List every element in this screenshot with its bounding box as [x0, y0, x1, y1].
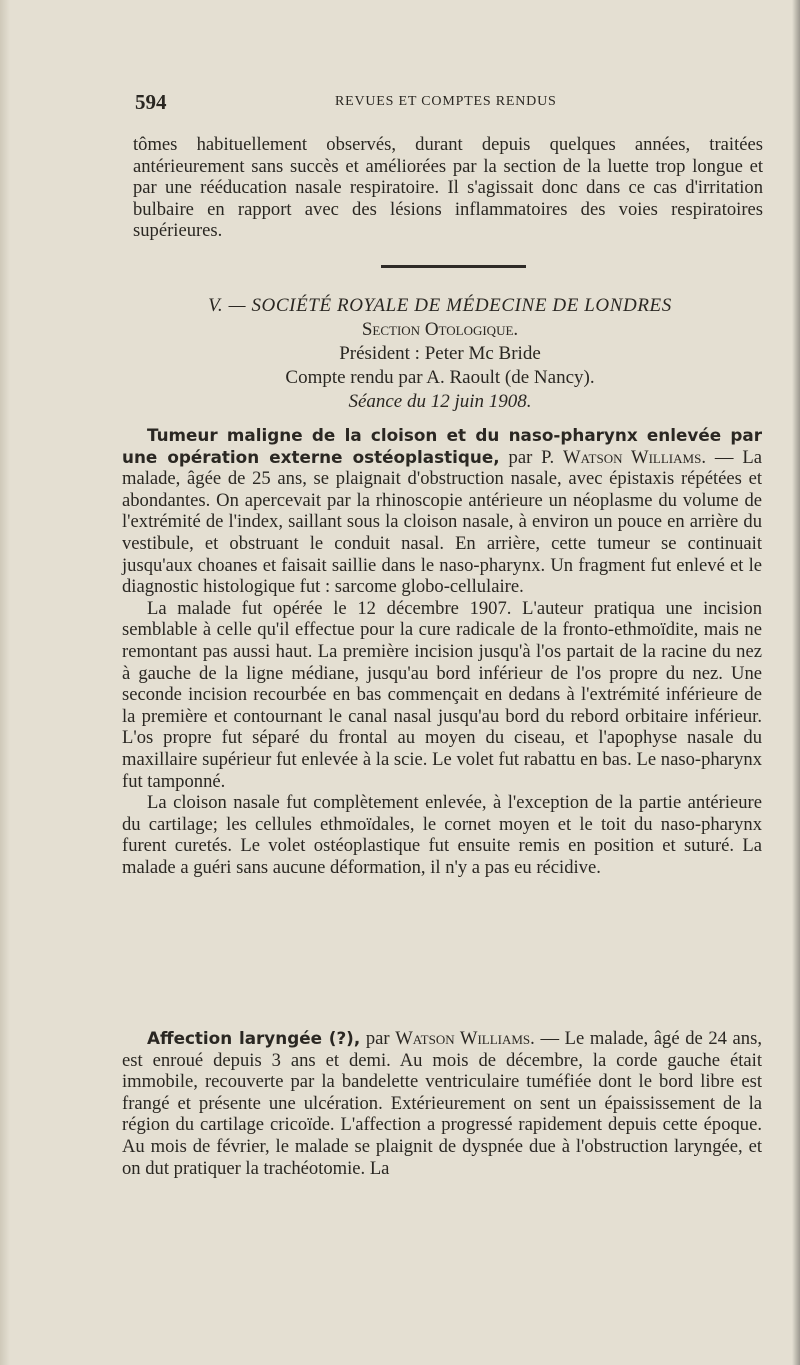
page-header — [135, 90, 735, 114]
article2-byline-prefix: par — [365, 1028, 390, 1049]
article2-lead-paragraph — [122, 1028, 762, 1179]
session-date: Séance du 12 juin 1908. — [348, 391, 532, 412]
article1-byline-prefix: par P. — [508, 446, 555, 468]
article-affection-laryngee — [122, 1028, 762, 1179]
intro-text: tômes habituellement observés, durant depuis quelques années, traitées antérieurement sans succès et améliorées par la section de la luette trop longue et par une rééducation nasale respiratoire. Il s'agissait donc dans ce cas d'irritation bulbaire en rapport avec des lésions inflammatoires des voies respiratoires supérieures. — [133, 134, 763, 242]
scan-edge-left — [0, 0, 10, 1365]
society-reporter: Compte rendu par A. Raoult (de Nancy). — [285, 367, 595, 388]
society-president: Président : Peter Mc Bride — [339, 343, 541, 364]
article2-author: Watson Williams. — [395, 1028, 535, 1049]
article2-heading: Affection laryngée (?), — [147, 1028, 361, 1048]
society-heading — [140, 294, 740, 414]
section-divider — [381, 265, 526, 268]
scan-edge-right — [792, 0, 800, 1365]
article1-author: Watson Williams. — [563, 446, 706, 468]
article1-heading: Tumeur maligne de la cloison et du naso-pharynx enlevée par une opération externe ostéoplastique, — [122, 425, 762, 467]
society-title: V. — SOCIÉTÉ ROYALE DE MÉDECINE DE LONDRES — [208, 295, 672, 316]
article-tumeur — [122, 425, 762, 878]
article1-lead: — La malade, âgée de 25 ans, se plaignait d'obstruction nasale, avec épistaxis répétées et abondantes. On apercevait par la rhinoscopie antérieure un néoplasme du volume de l'extrémité de l'index, saillant sous la cloison nasale, à environ un pouce en arrière du vestibule, et obstruant le conduit nasal. En arrière, cette tumeur se continuait jusqu'aux choanes et faisait saillie dans le naso-pharynx. Un fragment fut enlevé et le diagnostic histologique fut : sarcome globo-cellulaire. — [122, 446, 763, 598]
running-head: REVUES ET COMPTES RENDUS — [335, 94, 557, 109]
page-number: 594 — [135, 90, 167, 114]
society-section: Section Otologique. — [361, 319, 519, 340]
article2-lead: — Le malade, âgé de 24 ans, est enroué depuis 3 ans et demi. Au mois de décembre, la corde gauche était immobile, recouverte par la bandelette ventriculaire tuméfiée dont le bord libre est frangé et présente une ulcération. Extérieurement on sent un épaississement de la région du cartilage cricoïde. L'affection a progressé rapidement depuis cette époque. Au mois de février, le malade se plaignit de dyspnée due à l'obstruction laryngée, et on dut pratiquer la trachéotomie. La — [122, 1028, 762, 1179]
intro-paragraph — [133, 134, 763, 242]
article1-paragraph-3: La cloison nasale fut complètement enlevée, à l'exception de la partie antérieure du cartilage; les cellules ethmoïdales, le cornet moyen et le toit du naso-pharynx furent curetés. Le volet ostéoplastique fut ensuite remis en position et suturé. La malade a guéri sans aucune déformation, il n'y a pas eu récidive. — [122, 792, 762, 878]
article1-paragraph-2: La malade fut opérée le 12 décembre 1907. L'auteur pratiqua une incision semblable à celle qu'il effectue pour la cure radicale de la fronto-ethmoïdite, mais ne remontant pas aussi haut. La première incision jusqu'à l'os partait de la racine du nez à gauche de la ligne médiane, jusqu'au bord inférieur de l'os propre du nez. Une seconde incision recourbée en bas commençait en dedans à l'extrémité inférieure de la première et contournant le canal nasal jusqu'au bord du rebord orbitaire inférieur. L'os propre fut séparé du frontal au moyen du ciseau, et l'apophyse nasale du maxillaire supérieur fut enlevée à la scie. Le volet fut rabattu en bas. Le naso-pharynx fut tamponné. — [122, 597, 762, 792]
article1-lead-paragraph — [122, 425, 762, 598]
